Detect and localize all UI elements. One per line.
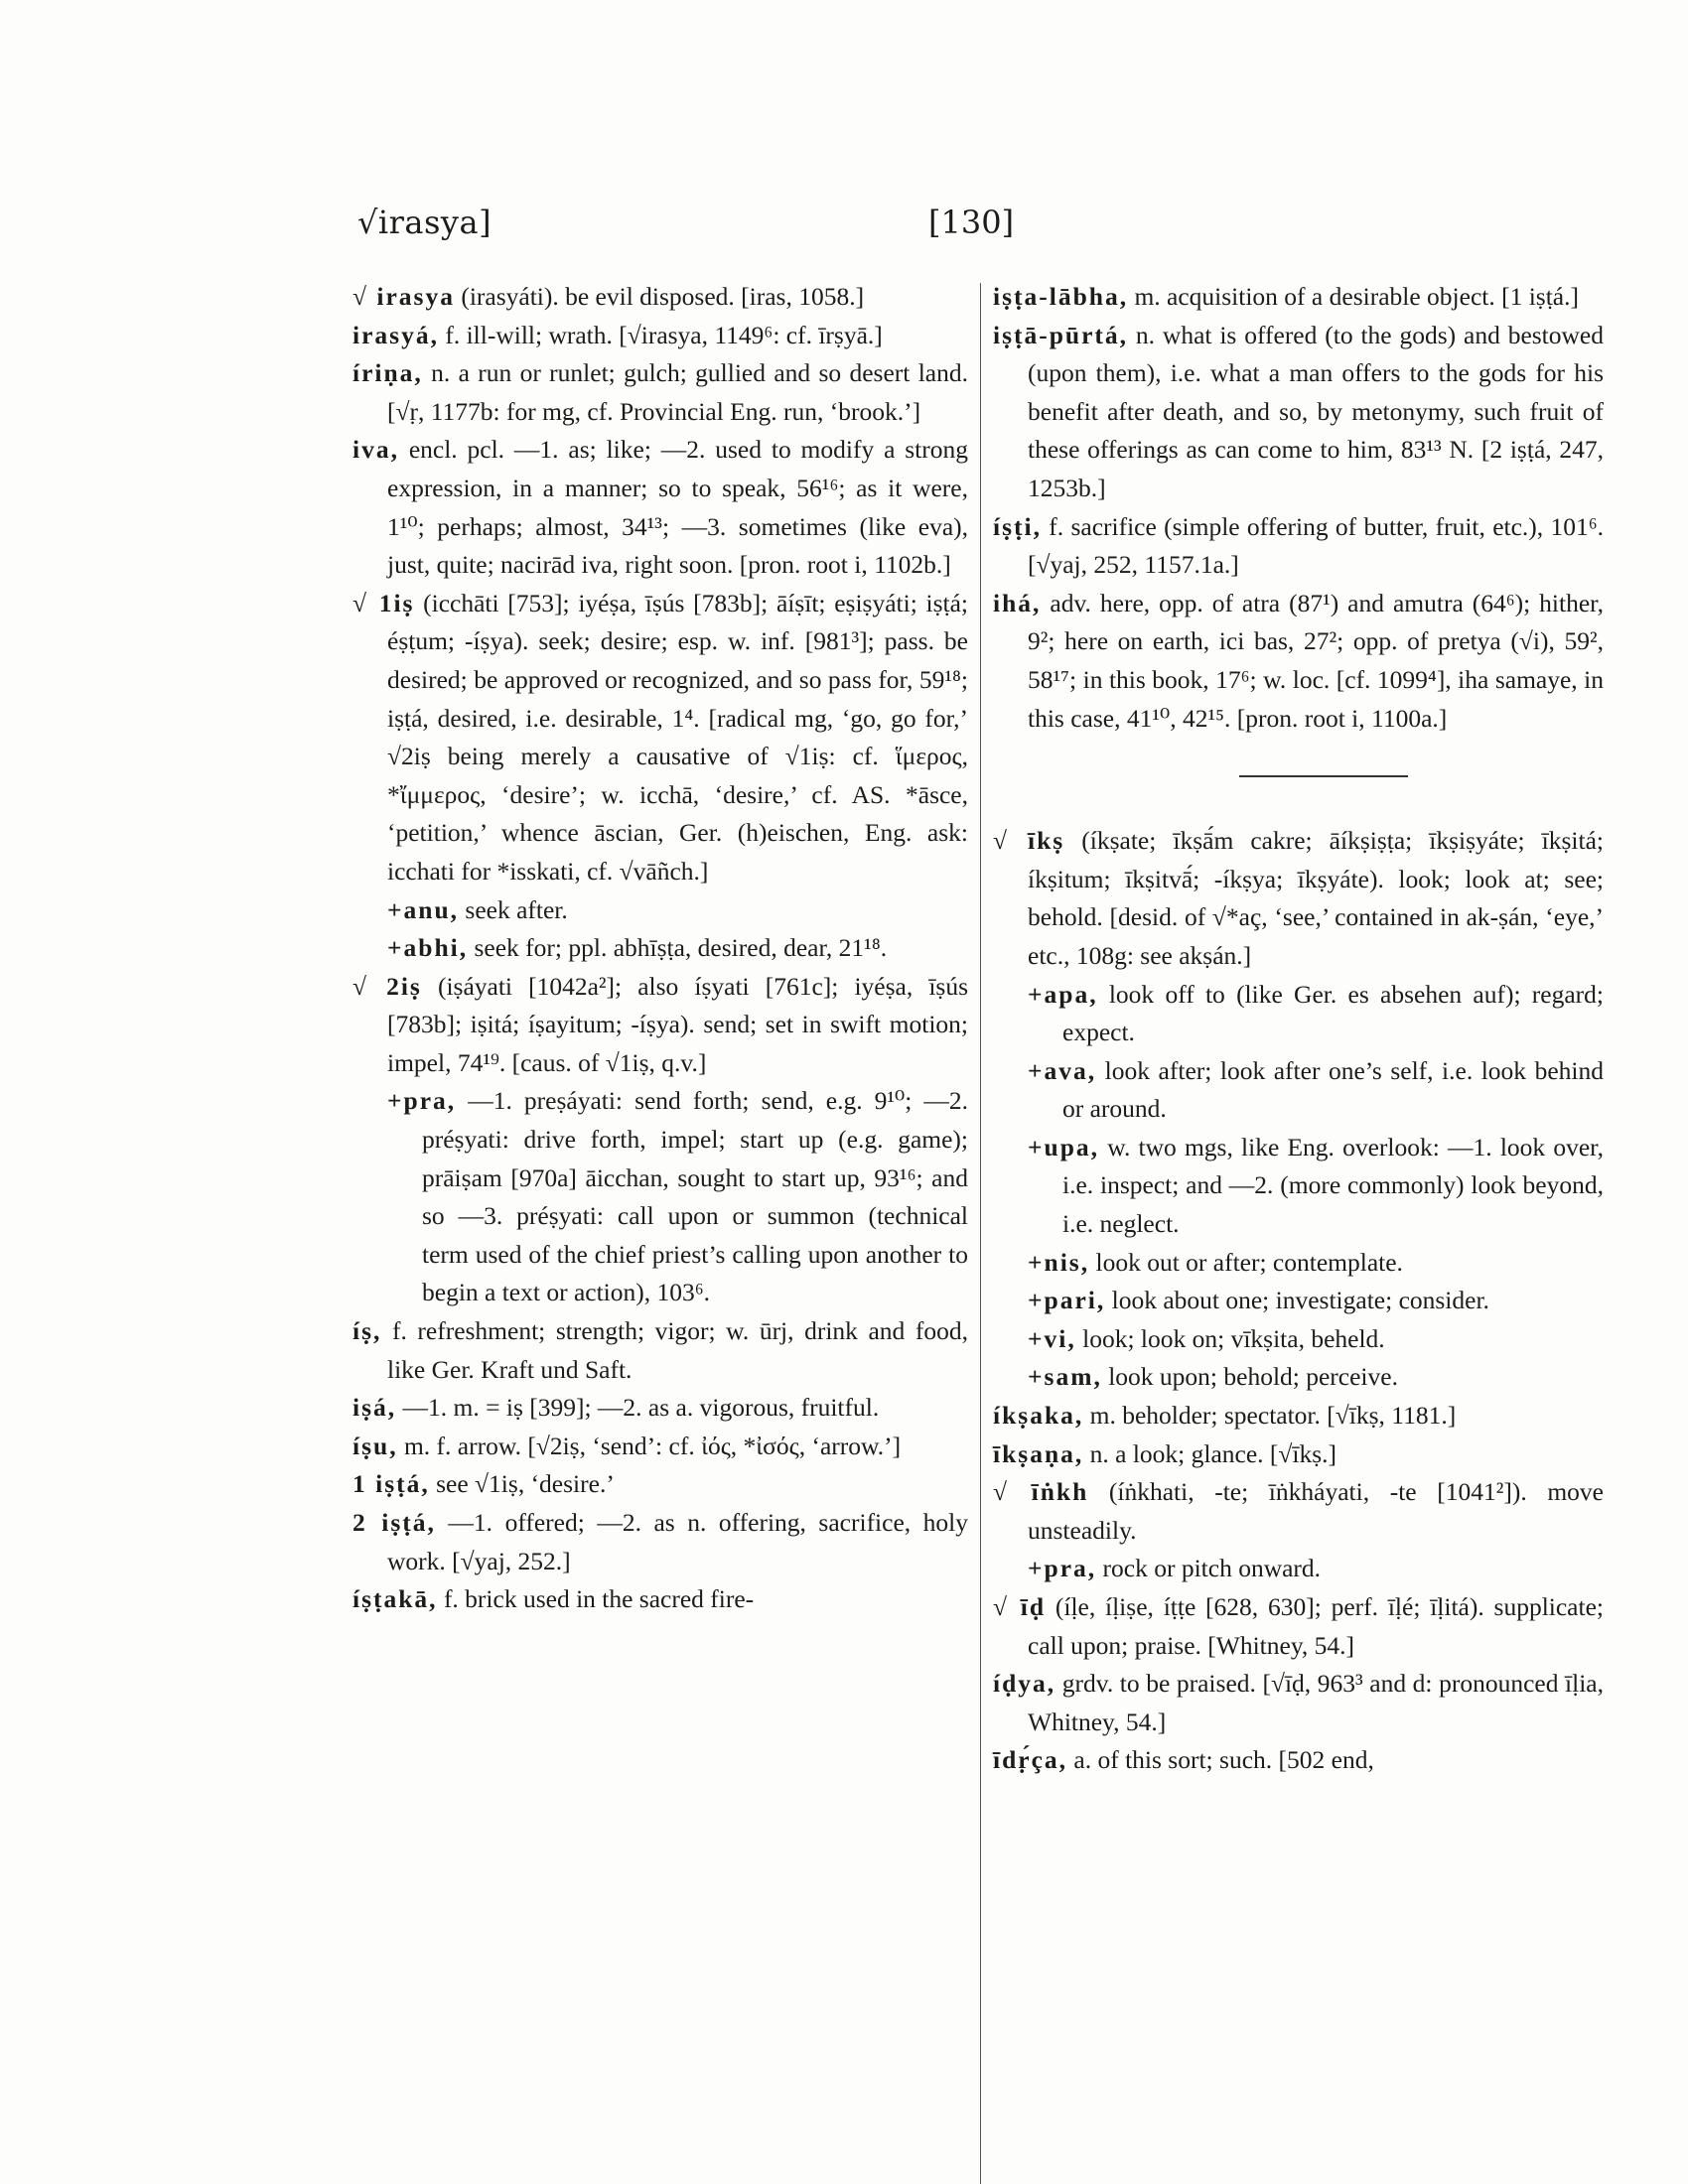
definition-text: w. two mgs, like Eng. overlook: —1. look over, i.e. inspect; and —2. (more commonly) look beyond, i.e. neglect. — [1062, 1132, 1604, 1239]
headword: īdṛ́ça, — [993, 1745, 1068, 1775]
dictionary-entry — [993, 1665, 1604, 1741]
definition-text: —1. offered; —2. as n. offering, sacrifice, holy work. [√yaj, 252.] — [387, 1508, 969, 1575]
definition-text: m. beholder; spectator. [√īkṣ, 1181.] — [1083, 1401, 1457, 1431]
headword: +nis, — [1028, 1247, 1090, 1277]
headword: +pra, — [387, 1086, 457, 1116]
dictionary-entry — [352, 317, 968, 355]
headword: iṣá, — [352, 1393, 397, 1423]
dictionary-entry — [993, 585, 1604, 738]
definition-text: m. acquisition of a desirable object. [1 iṣṭá.] — [1128, 282, 1579, 311]
definition-text: seek after. — [459, 894, 568, 924]
definition-text: (icchāti [753]; iyéṣa, īṣús [783b]; āíṣīt; eṣiṣyáti; iṣṭá; éṣṭum; -íṣya). seek; desire; esp. w. inf. [981³]; pass. be desired; be approved or recognized, and so pass for, 59¹⁸; iṣṭá, desired, i.e. desirable, 1⁴. [radical mg, ‘go, go for,’ √2iṣ being merely a causative of √1iṣ: cf. ἵμερος, *ἴμμερος, ‘desire’; w. icchā, ‘desire,’ cf. AS. *āsce, ‘petition,’ whence āscian, Ger. (h)eischen, Eng. ask: icchati for *isskati, cf. √vāñch.] — [387, 588, 968, 886]
headword: irasyá, — [352, 320, 439, 349]
headword: +apa, — [1028, 979, 1098, 1009]
definition-text: n. what is offered (to the gods) and bestowed (upon them), i.e. what a man offers to the gods for his benefit after death, and so, by metonymy, such fruit of these offerings as can come to him, 83¹³ N. [2 iṣṭá, 247, 1253b.] — [1028, 320, 1604, 502]
dictionary-entry — [993, 278, 1604, 317]
headword: +ava, — [1028, 1055, 1097, 1085]
dictionary-entry — [352, 1389, 968, 1428]
headword: 2 iṣṭá, — [352, 1508, 436, 1537]
headword: √ īkṣ — [993, 826, 1065, 856]
dictionary-entry — [993, 1397, 1604, 1435]
dictionary-entry — [352, 278, 968, 317]
definition-text: look off to (like Ger. es absehen auf); regard; expect. — [1062, 979, 1604, 1047]
headword: íriṇa, — [352, 358, 423, 388]
headword: iva, — [352, 435, 399, 465]
definition-text: grdv. to be praised. [√īḍ, 963³ and d: pronounced īḷia, Whitney, 54.] — [1028, 1669, 1604, 1736]
headword: +abhi, — [387, 933, 469, 963]
definition-text: rock or pitch onward. — [1096, 1554, 1322, 1583]
headword: íḍya, — [993, 1669, 1056, 1699]
headword: ihá, — [993, 588, 1042, 617]
sub-entry — [1028, 1052, 1604, 1129]
sub-entry — [1028, 1320, 1604, 1359]
headword: +upa, — [1028, 1132, 1100, 1161]
headword: íṣṭi, — [993, 511, 1042, 541]
headword: +anu, — [387, 894, 460, 924]
headword: √ 2iṣ — [352, 971, 422, 1001]
headword: iṣṭā-pūrtá, — [993, 320, 1129, 349]
headword: +vi, — [1028, 1323, 1076, 1353]
column-divider — [980, 283, 981, 2184]
dictionary-entry — [993, 1473, 1604, 1550]
dictionary-entry — [352, 968, 968, 1083]
sub-entry — [1028, 1358, 1604, 1397]
dictionary-entry — [352, 1580, 968, 1619]
headword: 1 iṣṭá, — [352, 1469, 430, 1499]
definition-text: look upon; behold; perceive. — [1101, 1362, 1398, 1392]
dictionary-entry — [993, 317, 1604, 508]
page-header — [357, 204, 1350, 243]
headword: íṣu, — [352, 1431, 398, 1460]
headword: √ irasya — [352, 282, 455, 311]
definition-text: —1. preṣáyati: send forth; send, e.g. 9¹⁰; —2. préṣyati: drive forth, impel; start up (e.g. game); prāiṣam [970a] āicchan, sought to start up, 93¹⁶; and so —3. préṣyati: call upon or summon (technical term used of the chief priest’s calling upon another to begin a text or action), 103⁶. — [422, 1086, 968, 1307]
headword: √ īṅkh — [993, 1477, 1089, 1507]
sub-entry — [1028, 976, 1604, 1052]
dictionary-entry — [352, 1312, 968, 1389]
headword: +pra, — [1028, 1554, 1097, 1583]
sub-entry — [387, 1082, 968, 1312]
dictionary-entry — [993, 822, 1604, 975]
headword: íṣṭakā, — [352, 1584, 438, 1614]
definition-text: (íṅkhati, -te; īṅkháyati, -te [1041²]). move unsteadily. — [1028, 1477, 1604, 1545]
dictionary-entry — [352, 585, 968, 891]
headword: √ īḍ — [993, 1592, 1047, 1621]
headword: +sam, — [1028, 1362, 1102, 1392]
sub-entry — [1028, 1244, 1604, 1283]
headword: íkṣaka, — [993, 1401, 1084, 1431]
dictionary-entry — [352, 1428, 968, 1466]
dictionary-entry — [993, 1435, 1604, 1474]
definition-text: (íḷe, íḷiṣe, íṭṭe [628, 630]; perf. īḷé; īḷitá). supplicate; call upon; praise. [Whitney, 54.] — [1028, 1592, 1604, 1660]
section-separator — [1239, 775, 1408, 777]
definition-text: n. a look; glance. [√īkṣ.] — [1083, 1438, 1337, 1468]
dictionary-entry — [352, 1465, 968, 1504]
definition-text: see √1iṣ, ‘desire.’ — [429, 1469, 615, 1499]
right-column — [993, 278, 1604, 1780]
definition-text: look out or after; contemplate. — [1089, 1247, 1403, 1277]
sub-entry — [1028, 1129, 1604, 1244]
dictionary-entry — [352, 1504, 968, 1580]
definition-text: f. refreshment; strength; vigor; w. ūrj, drink and food, like Ger. Kraft und Saft. — [381, 1316, 968, 1384]
sub-entry — [387, 929, 968, 968]
sub-entry — [1028, 1550, 1604, 1588]
definition-text: (íkṣate; īkṣā́m cakre; āíkṣiṣṭa; īkṣiṣyáte; īkṣitá; íkṣitum; īkṣitvā́; -íkṣya; īkṣyáte). look; look at; see; behold. [desid. of √*aç, ‘see,’ contained in ak-ṣán, ‘eye,’ etc., 108g: see akṣán.] — [1028, 826, 1604, 970]
dictionary-entry — [993, 1588, 1604, 1665]
definition-text: look; look on; vīkṣita, beheld. — [1075, 1323, 1385, 1353]
sub-entry — [387, 891, 968, 930]
definition-text: look after; look after one’s self, i.e. look behind or around. — [1062, 1055, 1604, 1124]
definition-text: n. a run or runlet; gulch; gullied and so desert land. [√ṛ, 1177b: for mg, cf. Provincial Eng. run, ‘brook.’] — [387, 358, 968, 426]
headword: √ 1iṣ — [352, 588, 415, 617]
headword: +pari, — [1028, 1286, 1106, 1315]
definition-text: a. of this sort; such. [502 end, — [1067, 1745, 1374, 1775]
definition-text: (irasyáti). be evil disposed. [iras, 1058.] — [454, 282, 865, 311]
left-column — [352, 278, 968, 1619]
headword: íṣ, — [352, 1316, 382, 1346]
definition-text: m. f. arrow. [√2iṣ, ‘send’: cf. ἰός, *ἰσός, ‘arrow.’] — [397, 1431, 902, 1460]
dictionary-entry — [993, 1741, 1604, 1780]
definition-text: —1. m. = iṣ [399]; —2. as a. vigorous, fruitful. — [396, 1393, 880, 1423]
definition-text: f. sacrifice (simple offering of butter, fruit, etc.), 101⁶. [√yaj, 252, 1157.1a.] — [1028, 511, 1604, 580]
definition-text: f. ill-will; wrath. [√irasya, 1149⁶: cf. īrṣyā.] — [438, 320, 883, 349]
dictionary-entry — [352, 354, 968, 431]
sub-entry — [1028, 1282, 1604, 1320]
dictionary-entry — [993, 508, 1604, 585]
definition-text: encl. pcl. —1. as; like; —2. used to modify a strong expression, in a manner; so to speak, 56¹⁶; as it were, 1¹⁰; perhaps; almost, 34¹³; —3. sometimes (like eva), just, quite; nacirād iva, right soon. [pron. root i, 1102b.] — [387, 435, 968, 580]
definition-text: look about one; investigate; consider. — [1105, 1286, 1489, 1315]
dictionary-entry — [352, 431, 968, 584]
definition-text: adv. here, opp. of atra (87¹) and amutra (64⁶); hither, 9²; here on earth, ici bas, 27²; opp. of pretya (√i), 59², 58¹⁷; in this book, 17⁶; w. loc. [cf. 1099⁴], iha samaye, in this case, 41¹⁰, 42¹⁵. [pron. root i, 1100a.] — [1028, 588, 1604, 733]
running-head: √irasya] — [357, 204, 492, 241]
headword: iṣṭa-lābha, — [993, 282, 1129, 311]
definition-text: f. brick used in the sacred fire- — [437, 1584, 755, 1614]
page-number: [130] — [928, 204, 1015, 241]
definition-text: seek for; ppl. abhīṣṭa, desired, dear, 21¹⁸. — [468, 933, 888, 963]
headword: īkṣaṇa, — [993, 1438, 1084, 1468]
definition-text: (iṣáyati [1042a²]; also íṣyati [761c]; iyéṣa, īṣús [783b]; iṣitá; íṣayitum; -íṣya). send; set in swift motion; impel, 74¹⁹. [caus. of √1iṣ, q.v.] — [387, 971, 968, 1077]
